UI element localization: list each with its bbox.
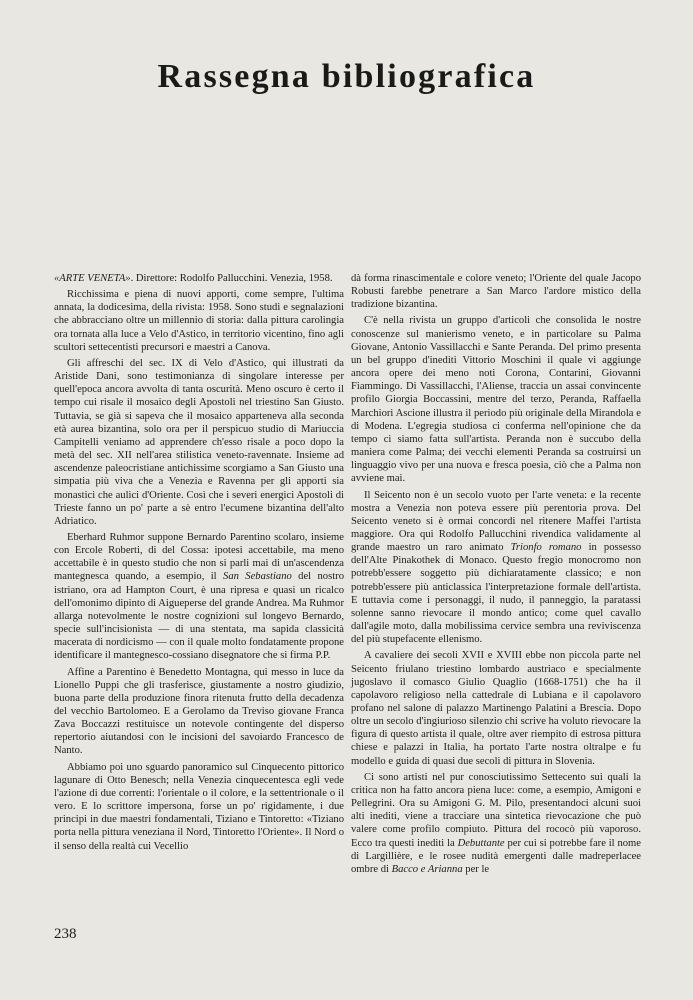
text-run: per le (462, 863, 490, 875)
text-run: Il Seicento non è un secolo vuoto per l'arte veneta: e la recente mostra a Venezia non poteva essere più perentoria prova. Del Seicento veneto si è ormai concordi nel ritenere Maffei l'artista maggiore. Ora qui Rodolfo Pallucchini rivendica validamente al grande maestro un raro animato (351, 489, 641, 554)
text-run: Ci sono artisti nel pur conosciutissimo Settecento sui quali la critica non ha fatto ancora piena luce: come, a esempio, Amigoni e Pellegrini. Ora su Amigoni G. M. Pilo, presentandoci alcuni suoi alti inediti, viene a tracciare una sintetica rievocazione che può valere come profilo compiuto. Pittura del rococò più vaporoso. Ecco tra questi inediti la (351, 771, 641, 849)
text-run: del nostro istriano, ora ad Hampton Court, è una ripresa e quasi un ricalco dell'omonimo dipinto di Aigueperse del grande Andrea. Ma Ruhmor allarga notevolmente le nostre cognizioni sul longevo Bernardo, specie sull'incisionista — di una stentata, ma sapida classicità macerata di nordicismo — con il quale molto fondatamente propone identificare il mantegnesco-cossiano disegnatore che si firma P.P. (54, 571, 344, 662)
left-column (54, 272, 344, 856)
paragraph: A cavaliere dei secoli XVII e XVIII ebbe non piccola parte nel Seicento friulano triestino lombardo austriaco e specialmente jugoslavo il comasco Giulio Quaglio (1668-1751) che ha il capolavoro religioso nella cattedrale di Lubiana e il capolavoro profano nel salone di palazzo Martinengo Palatini a Brescia. Dopo oltre un secolo d'ingiurioso silenzio chi scrive ha voluto rievocare la figura di questo artista il quale, oltre aver riempito di estrosa pittura chiese e palazzi in Italia, ha portato l'arte nostra oltralpe e fu modello e guida di quasi due secoli di pittura in Slovenia. (351, 650, 641, 767)
page-number: 238 (54, 926, 77, 942)
journal-title: «ARTE VENETA» (54, 273, 131, 284)
text-run: per cui si potrebbe fare il nome di Largillière, e le rosee nudità emergenti dalle madreperlacee ombre di (351, 837, 641, 875)
artwork-title: Trionfo romano (510, 542, 582, 554)
paragraph: Ricchissima e piena di nuovi apporti, come sempre, l'ultima annata, la dodicesima, della rivista: 1958. Sono studi e segnalazioni che abbracciano oltre un millennio di storia: dalla pittura carolingia ora tornata alla luce a Velo d'Astico, in territorio vicentino, fino agli scultori settecentisti precursori e maestri a Canova. (54, 289, 344, 353)
citation (54, 272, 344, 285)
paragraph: Gli affreschi del sec. IX di Velo d'Astico, qui illustrati da Aristide Dani, sono testimonianza di singolare interesse per quell'epoca ancora avvolta di tanta oscurità. Meno oscuro è certo il tempo cui risale il mosaico degli Apostoli nel triestino San Giusto. Tuttavia, se già si sapeva che il mosaico apparteneva alla seconda età aurea bizantina, solo ora per il perspicuo studio di Mariuccia Campitelli veniamo ad apprendere ch'esso risale a poco dopo la metà del sec. XII nell'area stilistica veneto-ravennate. Insieme ad ascendenze paleocristiane antichissime scorgiamo a San Giusto una simpatia più viva che a Venezia e Ravenna per gli apporti sia monastici che aulici d'Oriente. Così che i severi energici Apostoli di Trieste fanno un po' parte a sè entro l'ecumene bizantina dell'alto Adriatico. (54, 357, 344, 527)
artwork-title: Debuttante (457, 837, 505, 849)
paragraph (54, 531, 344, 663)
text-run: in possesso dell'Alte Pinakothek di Monaco. Questo fregio monocromo non potrebb'essere soggetto più dichiaratamente classico; e non potrebb'essere più anticlassica l'interpretazione formale dell'artista. E tuttavia come i personaggi, il nudo, il panneggio, la paratassi solenne sanno rievocare il mondo antico; come quel cavallo dall'agile moto, dalla mobilissima cervice sembra una reviviscenza del più stupefacente ellenismo. (351, 542, 641, 646)
text-run: Eberhard Ruhmor suppone Bernardo Parentino scolaro, insieme con Ercole Roberti, di del Cossa: ipotesi accettabile, ma meno accettabile è in questo studio che non si parli mai di un'ascendenza mantegnesca quando, a esempio, il (54, 531, 344, 583)
paragraph: C'è nella rivista un gruppo d'articoli che consolida le nostre conoscenze sul manierismo veneto, e in particolare su Palma Giovane, Antonio Vassillacchi e Sante Peranda. Del primo presenta un bel gruppo d'inediti Vittorio Moschini il quale vi aggiunge ancora opere dei meno noti Corona, Contarini, Giovanni Fiammingo. Di Vassillacchi, l'Aliense, traccia un assai convincente profilo Giorgia Boccassini, mentre del terzo, Peranda, Raffaella Marchiori Ascione illustra il periodo più originale della Mirandola e di Modena. L'egregia studiosa ci conferma nell'opinione che da tempo ci siamo fatta sull'artista. Peranda non è succubo della maniera come Palma; dei vecchi elementi Peranda sa costruirsi un linguaggio vivo per una nuova e fresca poesia, ciò che a Palma non avviene mai. (351, 315, 641, 485)
paragraph: Abbiamo poi uno sguardo panoramico sul Cinquecento pittorico lagunare di Otto Benesch; nella Venezia cinquecentesca egli vede l'azione di due correnti: l'orientale o il colore, e la settentrionale o il vero. E lo scrittore impersona, forse un po' rigidamente, i due principi in due maestri fondamentali, Tiziano e Tintoretto: «Tiziano porta nella pittura veneziana il Nord, Tintoretto l'Oriente». Il Nord o il senso della realtà cui Vecellio (54, 761, 344, 852)
paragraph: dà forma rinascimentale e colore veneto; l'Oriente del quale Jacopo Robusti farebbe penetrare a San Marco l'ardore mistico della tradizione bizantina. (351, 273, 641, 311)
paragraph (351, 771, 641, 876)
page-title: Rassegna bibliografica (157, 58, 536, 95)
artwork-title: San Sebastiano (223, 571, 292, 583)
citation-details: . Direttore: Rodolfo Pallucchini. Venezia, 1958. (130, 273, 333, 284)
artwork-title: Bacco e Arianna (391, 863, 463, 875)
paragraph (351, 489, 641, 647)
right-column (351, 272, 641, 879)
paragraph: Affine a Parentino è Benedetto Montagna, qui messo in luce da Lionello Puppi che gli trasferisce, giustamente a nostro giudizio, buona parte della produzione finora ritenuta frutto della decadenza del vecchio Bartolomeo. E a Gerolamo da Treviso giovane Franca Zava Boccazzi restituisce un notevole contingente del disperso repertorio aiutandosi con le incisioni del savoiardo Francesco de Nanto. (54, 666, 344, 757)
